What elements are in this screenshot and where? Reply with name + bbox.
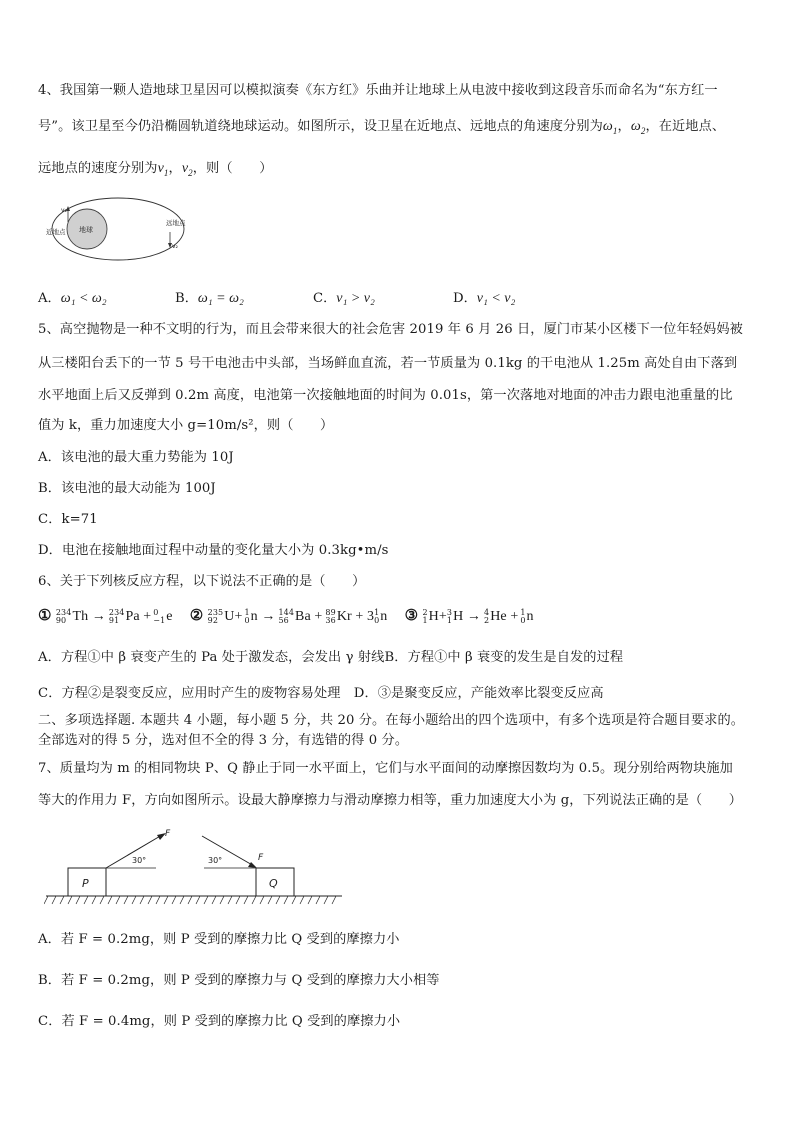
v1-label: v₁	[61, 207, 67, 214]
eq2-mark: ②	[189, 606, 204, 624]
section2-line-2: 全部选对的得 5 分，选对但不全的得 3 分，有选错的得 0 分。	[38, 733, 409, 748]
q4-option-d-label: D．	[453, 291, 477, 306]
q5-option-d[interactable]: D．电池在接触地面过程中动量的变化量大小为 0.3kg•m/s	[38, 543, 389, 558]
q5-line-2: 从三楼阳台丢下的一节 5 号干电池击中头部，当场鲜血直流，若一节质量为 0.1kg 的干电池从 1.25m 高处自由下落到	[38, 356, 738, 371]
eq1: 234 90 Th → 234 91 Pa + 0 −1 e	[55, 607, 173, 625]
q7-line-1: 7、质量均为 m 的相同物块 P、Q 静止于同一水平面上，它们与水平面间的动摩擦因数均为 0.5。现分别给两物块施加	[38, 761, 733, 776]
q4-line-3b: ，则（ ）	[192, 161, 273, 176]
q5-line-3: 水平地面上后又反弹到 0.2m 高度，电池第一次接触地面的时间为 0.01s，第一次落地对地面的冲击力跟电池重量的比	[38, 388, 733, 403]
q4-line-3a: 远地点的速度分别为	[38, 161, 158, 176]
q4-line-3: 远地点的速度分别为$v_1$，$v_2$，则（ ）	[38, 161, 273, 178]
q4-line-1: 4、我国第一颗人造地球卫星因可以模拟演奏《东方红》乐曲并让地球上从电波中接收到这段音乐而命名为“东方红一	[38, 83, 718, 98]
q4-option-a-expr: ω₁ < ω₂	[60, 291, 107, 306]
angle-q-label: 30°	[208, 856, 223, 865]
q6-options-cd[interactable]: C．方程②是裂变反应，应用时产生的废物容易处理 D．③是聚变反应，产能效率比裂变反应高	[38, 686, 604, 701]
orbit-figure	[40, 192, 200, 264]
near-point-label: 近地点	[46, 228, 66, 236]
q7-option-b[interactable]: B．若 F = 0.2mg，则 P 受到的摩擦力与 Q 受到的摩擦力大小相等	[38, 973, 440, 988]
force-q-label: F	[258, 853, 264, 863]
q6-line-1: 6、关于下列核反应方程，以下说法不正确的是（ ）	[38, 574, 366, 589]
q4-option-b[interactable]	[175, 287, 244, 307]
earth-label: 地球	[79, 226, 93, 234]
q4-option-b-label: B．	[175, 291, 198, 306]
q7-option-a[interactable]: A．若 F = 0.2mg，则 P 受到的摩擦力比 Q 受到的摩擦力小	[38, 932, 400, 947]
q4-option-a[interactable]	[38, 287, 107, 307]
q5-option-a[interactable]: A．该电池的最大重力势能为 10J	[38, 450, 234, 465]
q4-option-c-expr: v₁ > v₂	[336, 291, 375, 306]
block-p-label: P	[82, 877, 89, 890]
ground-hatching	[44, 896, 336, 904]
eq3-mark: ③	[404, 606, 419, 624]
q5-line-4: 值为 k，重力加速度大小 g=10m/s²，则（ ）	[38, 418, 334, 433]
q4-option-a-label: A．	[38, 291, 61, 306]
eq1-mark: ①	[38, 606, 52, 624]
q4-option-c[interactable]	[313, 287, 375, 307]
q4-option-d[interactable]	[453, 287, 515, 307]
q4-line-2a: 号”。该卫星至今仍沿椭圆轨道绕地球运动。如图所示，设卫星在近地点、远地点的角速度分别为	[38, 119, 603, 134]
q4-line-2: 号”。该卫星至今仍沿椭圆轨道绕地球运动。如图所示，设卫星在近地点、远地点的角速度分别为$\omega_1$，$\omega_2$，在近地点、	[38, 119, 726, 136]
force-figure	[44, 826, 344, 912]
v2-label: v₂	[172, 243, 178, 250]
q7-line-2: 等大的作用力 F，方向如图所示。设最大静摩擦力与滑动摩擦力相等，重力加速度大小为 g，下列说法正确的是（ ）	[38, 793, 743, 808]
section2-line-1: 二、多项选择题. 本题共 4 小题，每小题 5 分，共 20 分。在每小题给出的四个选项中，有多个选项是符合题目要求的。	[38, 713, 745, 728]
block-q-label: Q	[269, 877, 278, 890]
q5-line-1: 5、高空抛物是一种不文明的行为，而且会带来很大的社会危害 2019 年 6 月 26 日，厦门市某小区楼下一位年轻妈妈被	[38, 322, 743, 337]
v1-symbol: $v_1$	[157, 161, 169, 178]
q4-option-c-label: C．	[313, 291, 337, 306]
eq2: 235 92 U + 1 0 n → 144 56 Ba + 89 36 Kr + 3 1 0 n	[207, 607, 388, 625]
q6-equations	[38, 606, 758, 626]
q4-line-2b: ，在近地点、	[645, 119, 726, 134]
q7-option-c[interactable]: C．若 F = 0.4mg，则 P 受到的摩擦力比 Q 受到的摩擦力小	[38, 1014, 401, 1029]
q5-option-b[interactable]: B．该电池的最大动能为 100J	[38, 481, 216, 496]
far-point-label: 远地点	[166, 219, 186, 227]
q6-options-ab[interactable]: A．方程①中 β 衰变产生的 Pa 处于激发态，会发出 γ 射线B．方程①中 β 衰变的发生是自发的过程	[38, 650, 624, 665]
q4-option-b-expr: ω₁ = ω₂	[197, 291, 244, 306]
v2-symbol: $v_2$	[181, 161, 193, 178]
force-p-label: F	[165, 829, 171, 839]
omega1-symbol: $\omega_1$	[602, 119, 618, 136]
eq3: 2 1 H + 3 1 H → 4 2 He + 1 0 n	[422, 607, 534, 625]
omega2-symbol: $\omega_2$	[630, 119, 646, 136]
q4-option-d-expr: v₁ < v₂	[476, 291, 516, 306]
angle-p-label: 30°	[132, 856, 147, 865]
q5-option-c[interactable]: C．k=71	[38, 512, 98, 527]
